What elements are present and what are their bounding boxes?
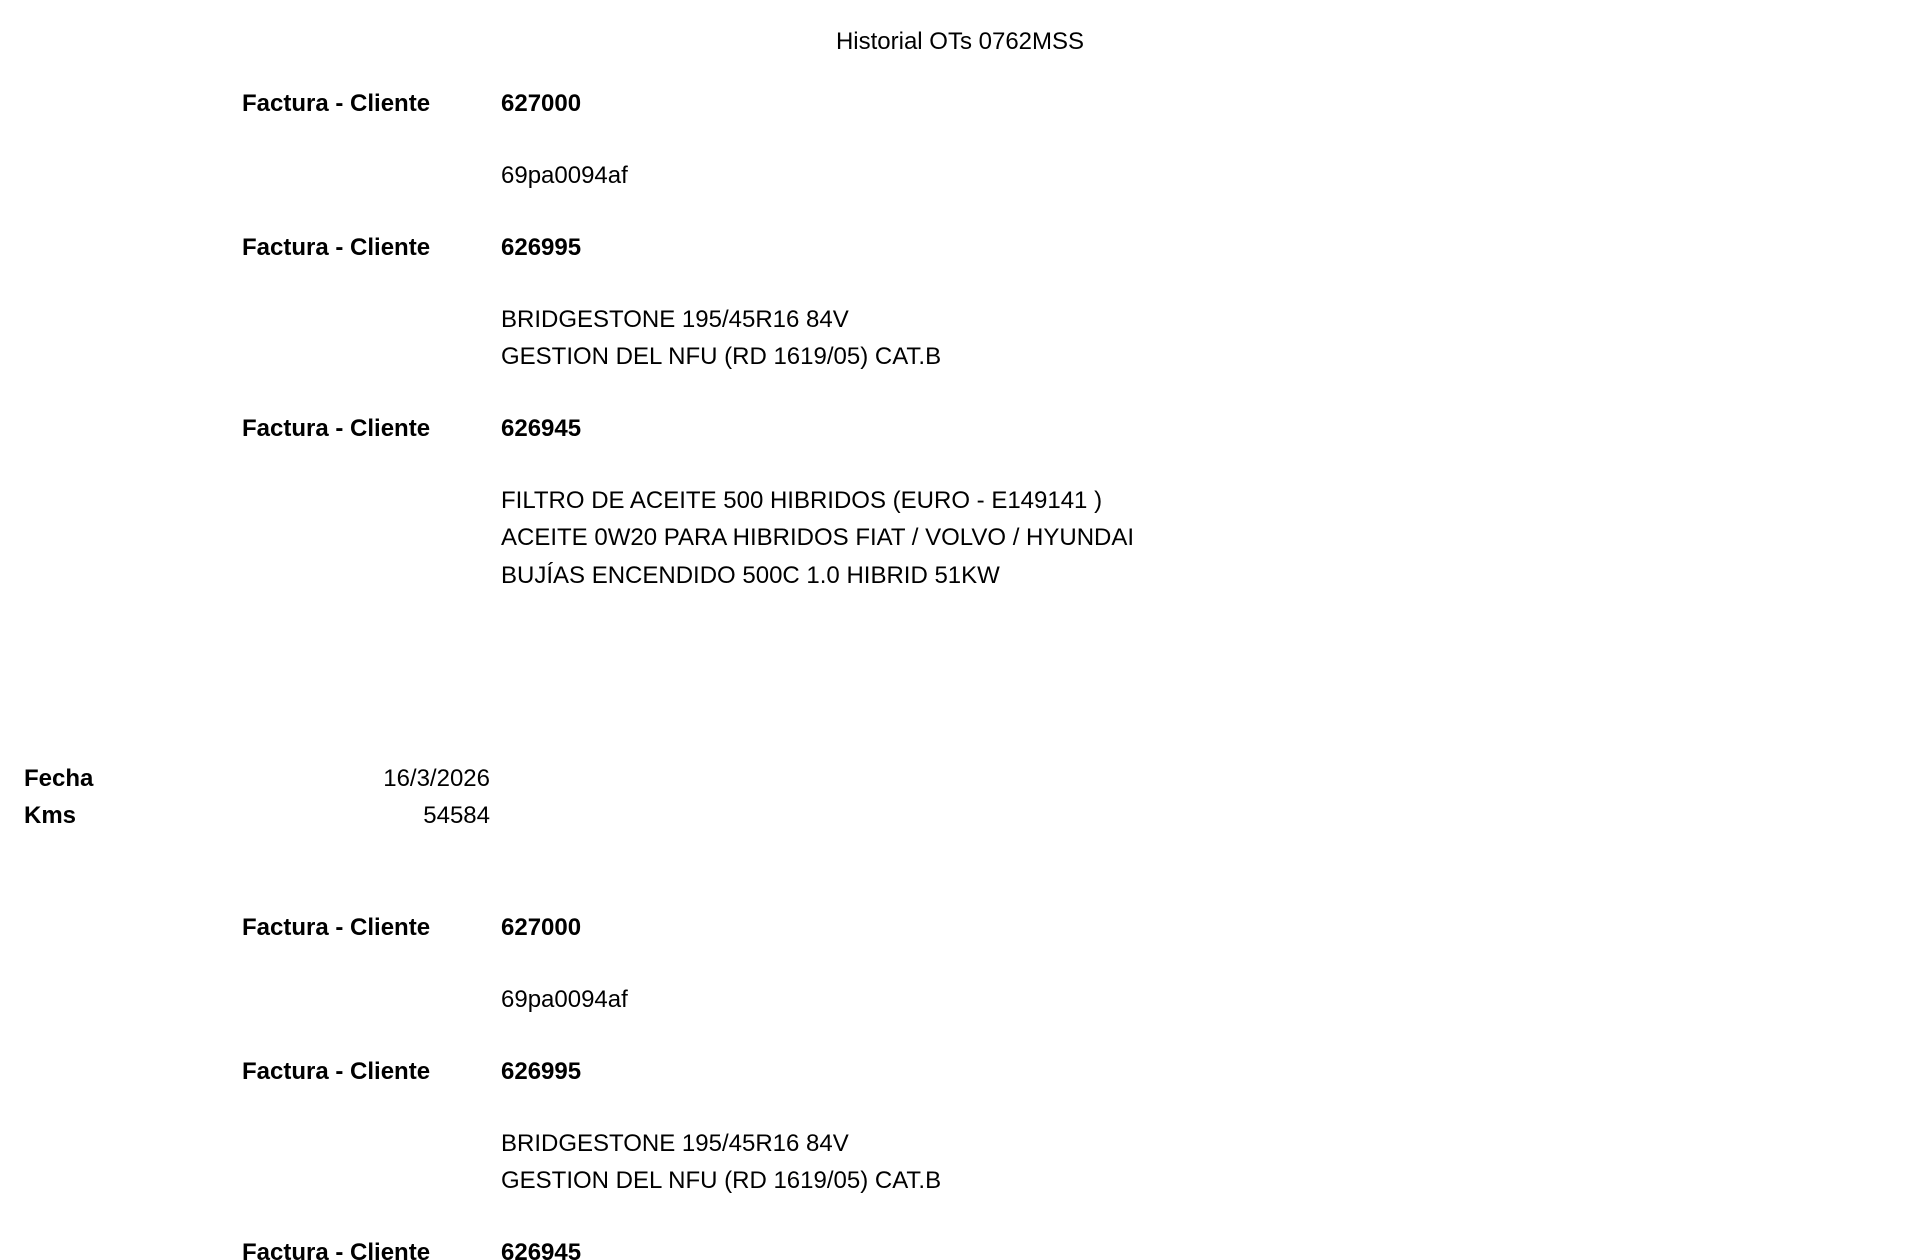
invoice-number: 627000	[501, 914, 582, 941]
fecha-row	[0, 764, 500, 801]
invoice-line: BRIDGESTONE 195/45R16 84V	[501, 305, 849, 333]
invoice-number: 626995	[501, 1057, 582, 1085]
ot-meta	[0, 764, 500, 838]
invoice-header	[0, 233, 1920, 263]
kms-row	[0, 801, 500, 838]
invoice-label: Factura - Cliente	[242, 1238, 431, 1260]
invoice-line: 69pa0094af	[501, 162, 628, 189]
invoice-number: 626945	[501, 1238, 582, 1260]
invoice-line: GESTION DEL NFU (RD 1619/05) CAT.B	[501, 343, 942, 370]
section-2	[0, 913, 1920, 1260]
invoice-label: Factura - Cliente	[242, 233, 431, 261]
fecha-label: Fecha	[24, 765, 94, 792]
invoice-lines	[0, 301, 1920, 376]
invoice-number: 627000	[501, 90, 582, 117]
kms-value: 54584	[423, 802, 490, 829]
fecha-value: 16/3/2026	[383, 765, 490, 792]
invoice-lines	[0, 1125, 1920, 1200]
invoice-lines	[0, 157, 1920, 195]
document-title: Historial OTs 0762MSS	[835, 28, 1085, 55]
invoice-label: Factura - Cliente	[242, 90, 431, 117]
invoice-number: 626995	[501, 233, 582, 261]
invoice-header	[0, 1238, 1920, 1260]
invoice-lines	[0, 981, 1920, 1019]
invoice-header	[0, 89, 1920, 119]
section-1	[0, 89, 1920, 594]
kms-label: Kms	[24, 802, 77, 829]
invoice-header	[0, 913, 1920, 943]
invoice-header	[0, 1057, 1920, 1087]
invoice-label: Factura - Cliente	[242, 1057, 431, 1085]
invoice-label: Factura - Cliente	[242, 914, 431, 941]
invoice-line: FILTRO DE ACEITE 500 HIBRIDOS (EURO - E149141 )	[501, 486, 1103, 514]
invoice-line: BRIDGESTONE 195/45R16 84V	[501, 1129, 849, 1157]
invoice-line: GESTION DEL NFU (RD 1619/05) CAT.B	[501, 1167, 942, 1194]
invoice-header	[0, 414, 1920, 444]
invoice-lines	[0, 482, 1920, 595]
invoice-line: 69pa0094af	[501, 986, 628, 1013]
invoice-line: BUJÍAS ENCENDIDO 500C 1.0 HIBRID 51KW	[501, 561, 1000, 589]
invoice-number: 626945	[501, 414, 582, 442]
invoice-label: Factura - Cliente	[242, 414, 431, 442]
invoice-line: ACEITE 0W20 PARA HIBRIDOS FIAT / VOLVO / HYUNDAI	[501, 524, 1135, 551]
